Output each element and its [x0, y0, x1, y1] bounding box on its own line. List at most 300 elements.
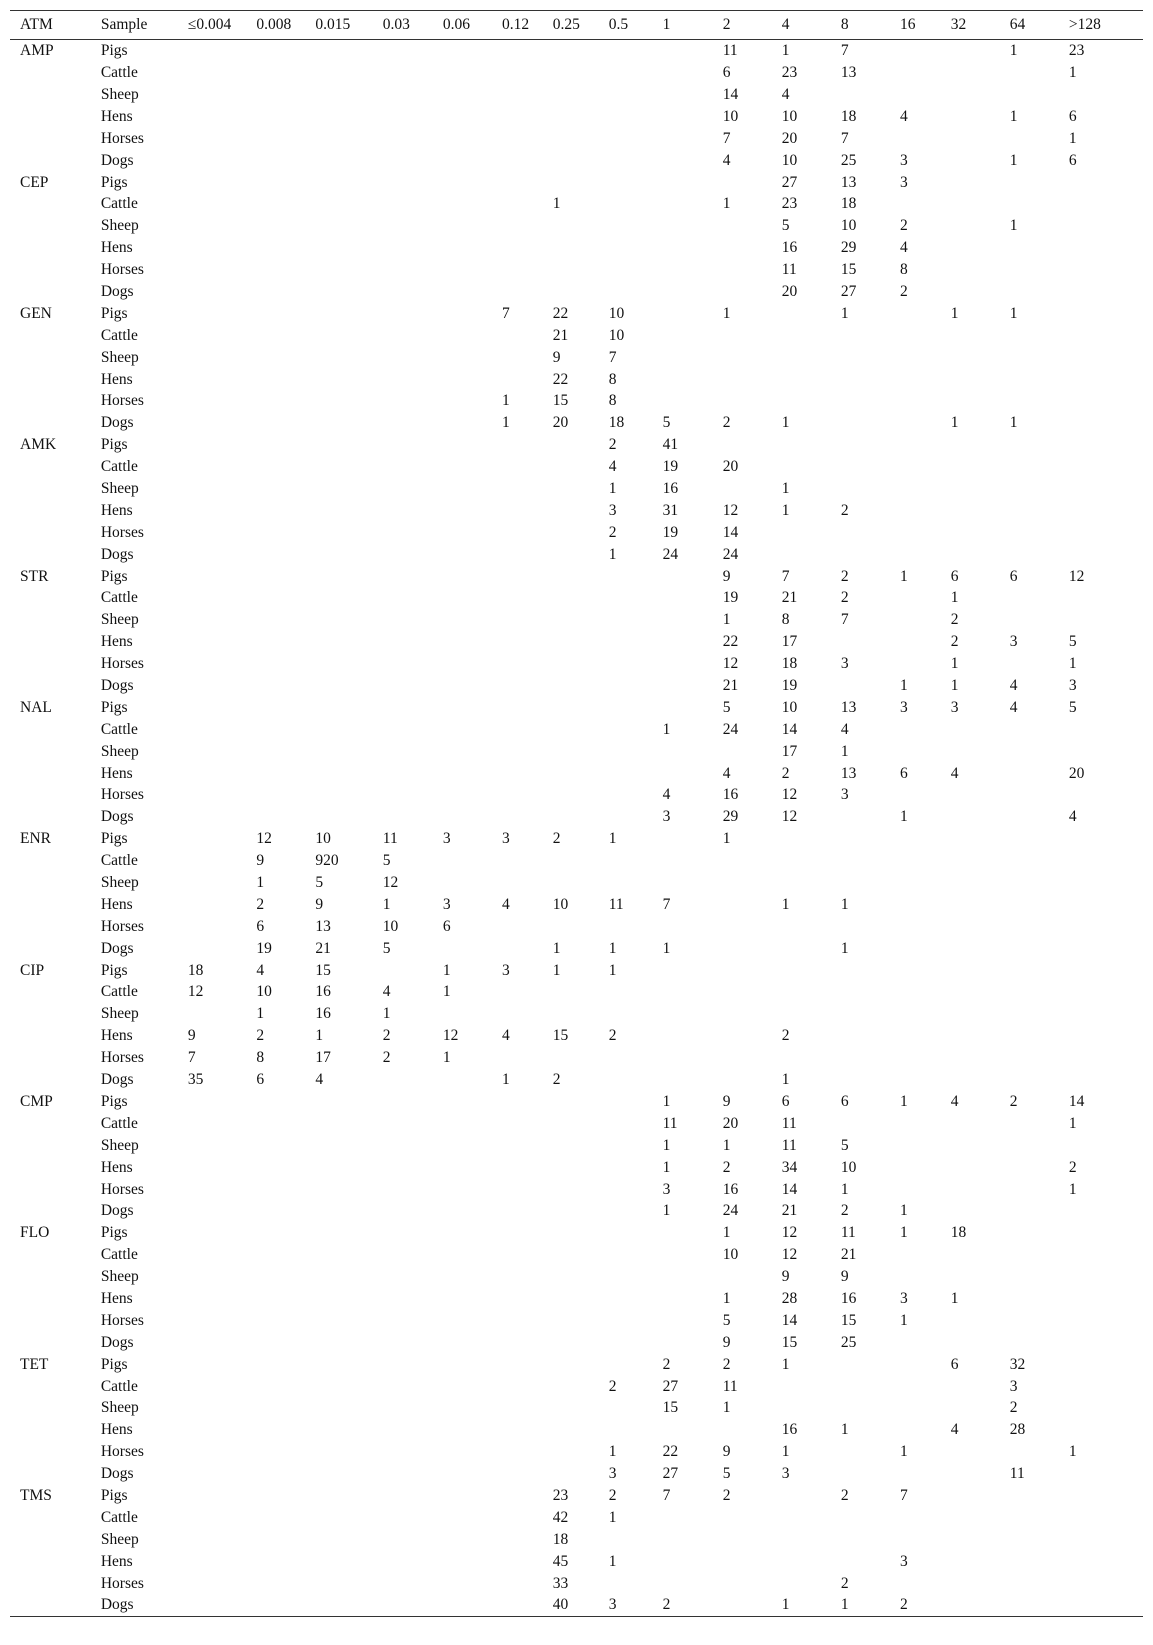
mic-count-cell	[373, 587, 433, 609]
mic-count-cell	[373, 1069, 433, 1091]
atm-cell	[10, 1135, 91, 1157]
mic-count-cell: 9	[187, 1027, 196, 1045]
mic-count-cell	[373, 434, 433, 456]
column-header: Sample	[91, 11, 178, 40]
mic-count-cell	[246, 741, 305, 763]
mic-count-cell	[941, 828, 1000, 850]
mic-count-cell	[599, 1222, 653, 1244]
mic-count-cell	[433, 281, 492, 303]
atm-cell	[10, 631, 91, 653]
mic-count-cell	[941, 368, 1000, 390]
mic-count-cell	[543, 500, 599, 522]
mic-count-cell	[178, 281, 246, 303]
mic-count-cell	[373, 456, 433, 478]
column-header: 2	[713, 11, 772, 40]
mic-count-cell	[246, 303, 305, 325]
mic-count-cell	[433, 675, 492, 697]
mic-count-cell	[713, 850, 772, 872]
mic-count-cell: 35	[187, 1071, 204, 1089]
mic-count-cell	[831, 368, 890, 390]
mic-count-cell	[941, 1310, 1000, 1332]
mic-count-cell	[543, 543, 599, 565]
mic-count-cell	[599, 565, 653, 587]
mic-count-cell	[831, 434, 890, 456]
mic-count-cell: 10	[840, 217, 857, 235]
mic-count-cell: 6	[899, 764, 908, 782]
sample-cell: Cattle	[100, 64, 138, 82]
mic-count-cell: 3	[950, 698, 959, 716]
mic-count-cell: 2	[608, 523, 617, 541]
mic-count-cell: 6	[1068, 107, 1077, 125]
mic-count-cell: 8	[781, 611, 790, 629]
table-row	[10, 959, 1143, 981]
mic-count-cell: 11	[781, 261, 797, 279]
mic-count-cell	[246, 522, 305, 544]
mic-count-cell: 2	[899, 217, 908, 235]
mic-count-cell	[1000, 587, 1059, 609]
mic-count-cell	[305, 697, 372, 719]
table-row	[10, 1419, 1143, 1441]
mic-count-cell	[890, 84, 941, 106]
mic-count-cell: 15	[552, 1027, 569, 1045]
mic-count-cell	[433, 1091, 492, 1113]
mic-count-cell	[433, 1222, 492, 1244]
table-row	[10, 1441, 1143, 1463]
mic-count-cell	[941, 806, 1000, 828]
mic-count-cell: 1	[899, 677, 908, 695]
mic-count-cell	[492, 237, 543, 259]
mic-count-cell: 2	[781, 764, 790, 782]
mic-count-cell	[653, 1572, 713, 1594]
mic-count-cell	[831, 325, 890, 347]
mic-count-cell: 5	[382, 852, 391, 870]
mic-count-cell: 2	[950, 611, 959, 629]
mic-count-cell	[492, 1529, 543, 1551]
mic-count-cell	[890, 631, 941, 653]
mic-count-cell	[246, 1353, 305, 1375]
mic-count-cell	[492, 850, 543, 872]
mic-count-cell: 18	[840, 195, 857, 213]
mic-count-cell: 7	[781, 567, 790, 585]
mic-count-cell: 21	[781, 1202, 798, 1220]
mic-count-cell	[178, 128, 246, 150]
mic-count-cell	[831, 631, 890, 653]
mic-count-cell: 1	[781, 42, 790, 60]
mic-count-cell: 1	[840, 895, 849, 913]
mic-count-cell	[599, 128, 653, 150]
mic-count-cell	[433, 1135, 492, 1157]
mic-count-cell: 3	[840, 786, 849, 804]
mic-count-cell	[246, 412, 305, 434]
sample-cell: Sheep	[100, 85, 139, 103]
atm-cell: STR	[20, 567, 49, 585]
mic-count-cell	[305, 1156, 372, 1178]
mic-count-cell	[599, 171, 653, 193]
mic-count-cell: 25	[840, 1333, 857, 1351]
mic-count-cell: 1	[899, 1443, 908, 1461]
mic-count-cell	[373, 149, 433, 171]
mic-count-cell	[941, 149, 1000, 171]
mic-count-cell	[653, 631, 713, 653]
mic-count-cell: 2	[608, 1486, 617, 1504]
mic-count-cell	[890, 128, 941, 150]
mic-count-cell: 19	[662, 523, 679, 541]
mic-count-cell	[246, 1550, 305, 1572]
table-row	[10, 1507, 1143, 1529]
mic-count-cell	[890, 1025, 941, 1047]
table-row	[10, 456, 1143, 478]
mic-count-cell	[713, 1419, 772, 1441]
atm-cell	[10, 1025, 91, 1047]
mic-count-cell	[713, 1507, 772, 1529]
mic-count-cell: 10	[256, 983, 272, 1001]
mic-count-cell: 19	[256, 939, 272, 957]
mic-count-cell	[305, 522, 372, 544]
atm-cell	[10, 1178, 91, 1200]
mic-count-cell	[492, 84, 543, 106]
table-row	[10, 762, 1143, 784]
atm-cell	[10, 390, 91, 412]
mic-count-cell	[433, 543, 492, 565]
sample-cell: Pigs	[100, 567, 128, 585]
mic-count-cell: 18	[187, 961, 204, 979]
mic-count-cell: 8	[256, 1049, 265, 1067]
mic-count-cell: 22	[722, 633, 739, 651]
mic-count-cell	[433, 631, 492, 653]
mic-count-cell	[772, 1003, 831, 1025]
atm-cell	[10, 850, 91, 872]
mic-count-cell	[890, 1003, 941, 1025]
mic-count-cell: 4	[950, 764, 959, 782]
table-row	[10, 938, 1143, 960]
mic-count-cell	[890, 478, 941, 500]
mic-count-cell	[492, 62, 543, 84]
mic-count-cell	[433, 106, 492, 128]
mic-count-cell: 1	[608, 961, 617, 979]
mic-count-cell: 1	[1068, 64, 1077, 82]
mic-count-cell	[772, 522, 831, 544]
mic-count-cell: 9	[781, 1268, 790, 1286]
mic-count-cell	[305, 1091, 372, 1113]
mic-count-cell: 11	[1009, 1465, 1025, 1483]
mic-count-cell	[373, 40, 433, 62]
mic-count-cell	[178, 84, 246, 106]
mic-count-cell	[305, 390, 372, 412]
mic-count-cell	[492, 1441, 543, 1463]
mic-count-cell	[305, 1200, 372, 1222]
mic-count-cell	[178, 193, 246, 215]
mic-count-cell: 1	[722, 1399, 731, 1417]
atm-cell	[10, 500, 91, 522]
mic-count-cell	[433, 741, 492, 763]
mic-count-cell	[653, 1310, 713, 1332]
mic-count-cell	[1059, 1419, 1143, 1441]
mic-count-cell	[246, 1419, 305, 1441]
mic-count-cell	[246, 84, 305, 106]
mic-count-cell	[941, 1178, 1000, 1200]
mic-count-cell	[941, 62, 1000, 84]
sample-cell: Dogs	[100, 282, 134, 300]
atm-cell: CMP	[20, 1092, 53, 1110]
mic-count-cell	[831, 828, 890, 850]
column-header: 0.12	[492, 11, 543, 40]
table-row	[10, 872, 1143, 894]
mic-count-cell: 23	[1068, 42, 1085, 60]
sample-cell: Dogs	[100, 545, 134, 563]
mic-count-cell: 4	[382, 983, 391, 1001]
column-header: 1	[653, 11, 713, 40]
mic-count-cell: 21	[722, 677, 739, 695]
mic-count-cell	[772, 850, 831, 872]
mic-count-cell	[433, 697, 492, 719]
mic-count-cell	[890, 1156, 941, 1178]
mic-count-cell	[246, 1135, 305, 1157]
mic-count-cell	[831, 478, 890, 500]
table-row	[10, 916, 1143, 938]
sample-cell: Hens	[100, 107, 133, 125]
mic-count-cell	[433, 500, 492, 522]
table-row	[10, 40, 1143, 62]
mic-count-cell: 21	[781, 589, 798, 607]
mic-count-cell	[713, 325, 772, 347]
mic-count-cell: 3	[899, 1289, 908, 1307]
table-row	[10, 1310, 1143, 1332]
mic-count-cell	[1000, 1222, 1059, 1244]
table-row	[10, 1353, 1143, 1375]
mic-count-cell	[1000, 368, 1059, 390]
atm-cell	[10, 938, 91, 960]
mic-count-cell	[492, 1463, 543, 1485]
mic-count-cell	[1059, 478, 1143, 500]
table-row	[10, 894, 1143, 916]
atm-cell	[10, 762, 91, 784]
mic-count-cell: 1	[608, 1443, 617, 1461]
mic-count-cell: 1	[899, 567, 908, 585]
mic-count-cell	[373, 719, 433, 741]
mic-count-cell	[433, 1572, 492, 1594]
mic-count-cell: 21	[315, 939, 331, 957]
mic-count-cell	[890, 784, 941, 806]
mic-count-cell	[178, 1463, 246, 1485]
mic-count-cell	[433, 1178, 492, 1200]
mic-count-cell	[599, 259, 653, 281]
mic-count-cell	[178, 741, 246, 763]
table-row	[10, 1572, 1143, 1594]
mic-count-cell	[713, 981, 772, 1003]
mic-count-cell	[831, 981, 890, 1003]
mic-count-cell	[831, 1441, 890, 1463]
mic-count-cell: 2	[608, 436, 617, 454]
mic-count-cell	[1059, 368, 1143, 390]
column-header: 0.25	[543, 11, 599, 40]
mic-count-cell: 5	[1068, 698, 1077, 716]
mic-count-cell: 1	[662, 720, 671, 738]
mic-count-cell	[713, 1025, 772, 1047]
mic-count-cell	[890, 62, 941, 84]
sample-cell: Pigs	[100, 961, 128, 979]
mic-count-cell	[653, 259, 713, 281]
mic-count-cell	[492, 281, 543, 303]
mic-count-cell	[1059, 303, 1143, 325]
mic-count-cell: 1	[608, 1552, 617, 1570]
mic-count-cell	[246, 1244, 305, 1266]
table-row	[10, 784, 1143, 806]
mic-count-cell	[492, 1222, 543, 1244]
mic-count-cell	[713, 1572, 772, 1594]
mic-count-cell	[713, 1003, 772, 1025]
mic-count-cell	[492, 128, 543, 150]
mic-count-cell: 10	[781, 698, 798, 716]
mic-count-cell	[492, 1244, 543, 1266]
mic-count-cell: 12	[722, 501, 739, 519]
mic-count-cell: 7	[608, 348, 617, 366]
mic-count-cell	[305, 500, 372, 522]
mic-count-cell	[1000, 894, 1059, 916]
mic-count-cell	[373, 1550, 433, 1572]
mic-count-cell: 12	[256, 830, 272, 848]
mic-count-cell	[1000, 959, 1059, 981]
mic-count-cell	[543, 697, 599, 719]
mic-count-cell	[890, 938, 941, 960]
mic-count-cell	[772, 390, 831, 412]
sample-cell: Horses	[100, 129, 144, 147]
mic-count-cell: 1	[781, 895, 790, 913]
mic-count-cell	[890, 1353, 941, 1375]
atm-cell	[10, 916, 91, 938]
mic-count-cell	[599, 1091, 653, 1113]
mic-count-cell: 13	[840, 764, 857, 782]
mic-count-cell	[653, 609, 713, 631]
mic-count-cell: 15	[840, 1311, 857, 1329]
mic-count-cell	[1000, 1310, 1059, 1332]
mic-count-cell	[543, 478, 599, 500]
mic-count-cell	[890, 981, 941, 1003]
mic-count-cell: 5	[662, 414, 671, 432]
atm-cell	[10, 1047, 91, 1069]
mic-count-cell: 1	[608, 480, 617, 497]
mic-count-cell: 1	[722, 195, 731, 213]
mic-count-cell	[492, 1594, 543, 1616]
mic-count-cell	[492, 762, 543, 784]
mic-count-cell: 13	[840, 64, 857, 82]
mic-count-cell: 27	[662, 1377, 679, 1395]
mic-count-cell	[1059, 609, 1143, 631]
mic-count-cell	[599, 1003, 653, 1025]
atm-cell	[10, 1310, 91, 1332]
mic-count-cell: 4	[950, 1092, 959, 1110]
mic-count-cell	[178, 719, 246, 741]
mic-count-cell	[772, 1485, 831, 1507]
mic-count-cell: 3	[1009, 633, 1018, 651]
atm-cell	[10, 478, 91, 500]
mic-count-cell	[1000, 1266, 1059, 1288]
table-row	[10, 1003, 1143, 1025]
mic-count-cell: 1	[781, 1071, 790, 1089]
mic-count-cell	[890, 346, 941, 368]
mic-count-cell	[492, 1113, 543, 1135]
mic-count-cell	[1059, 543, 1143, 565]
mic-count-cell	[373, 543, 433, 565]
mic-count-cell	[890, 609, 941, 631]
atm-cell	[10, 522, 91, 544]
mic-count-cell	[941, 1397, 1000, 1419]
mic-count-cell: 1	[781, 1443, 790, 1461]
mic-count-cell	[543, 741, 599, 763]
mic-count-cell: 1	[608, 545, 617, 563]
mic-count-cell	[492, 631, 543, 653]
mic-count-cell	[246, 1113, 305, 1135]
mic-count-cell	[178, 1091, 246, 1113]
mic-count-cell	[433, 1397, 492, 1419]
mic-count-cell: 5	[1068, 633, 1077, 651]
mic-count-cell	[1059, 237, 1143, 259]
sample-cell: Horses	[100, 1443, 144, 1461]
mic-count-cell	[246, 1529, 305, 1551]
mic-count-cell	[492, 1047, 543, 1069]
mic-count-cell	[653, 675, 713, 697]
mic-count-cell	[1059, 1463, 1143, 1485]
mic-count-cell	[433, 390, 492, 412]
mic-count-cell	[1059, 215, 1143, 237]
mic-count-cell: 25	[840, 151, 857, 169]
atm-cell	[10, 1113, 91, 1135]
mic-count-cell	[305, 1332, 372, 1354]
mic-count-cell	[1000, 1594, 1059, 1616]
mic-count-cell: 1	[1068, 129, 1077, 147]
mic-count-cell: 1	[1068, 655, 1077, 673]
mic-count-cell	[1000, 1288, 1059, 1310]
mic-count-cell	[1000, 478, 1059, 500]
mic-count-cell	[1059, 1135, 1143, 1157]
mic-count-cell	[373, 368, 433, 390]
mic-count-cell	[890, 850, 941, 872]
mic-count-cell	[543, 784, 599, 806]
mic-count-cell	[1059, 894, 1143, 916]
mic-count-cell: 12	[781, 1246, 798, 1264]
mic-count-cell	[713, 916, 772, 938]
mic-count-cell	[941, 1550, 1000, 1572]
mic-count-cell	[433, 303, 492, 325]
mic-count-cell: 1	[840, 939, 849, 957]
mic-count-cell: 4	[899, 107, 908, 125]
mic-count-cell	[433, 193, 492, 215]
atm-cell	[10, 1288, 91, 1310]
sample-cell: Hens	[100, 1027, 133, 1045]
mic-count-cell	[543, 609, 599, 631]
mic-count-cell	[941, 346, 1000, 368]
mic-count-cell: 1	[1068, 1443, 1077, 1461]
mic-count-cell	[373, 565, 433, 587]
mic-count-cell	[653, 1419, 713, 1441]
mic-count-cell: 1	[608, 830, 617, 848]
mic-count-cell	[305, 543, 372, 565]
sample-cell: Sheep	[100, 742, 139, 760]
mic-count-cell	[543, 1463, 599, 1485]
mic-count-cell	[305, 587, 372, 609]
atm-cell	[10, 106, 91, 128]
mic-count-cell	[941, 916, 1000, 938]
mic-count-cell	[246, 565, 305, 587]
column-header: 0.008	[246, 11, 305, 40]
atm-cell	[10, 872, 91, 894]
sample-cell: Pigs	[100, 1092, 128, 1110]
mic-count-cell	[1000, 981, 1059, 1003]
mic-count-cell	[305, 40, 372, 62]
mic-count-cell: 24	[722, 720, 739, 738]
table-row	[10, 1485, 1143, 1507]
sample-cell: Horses	[100, 523, 144, 541]
atm-cell	[10, 281, 91, 303]
